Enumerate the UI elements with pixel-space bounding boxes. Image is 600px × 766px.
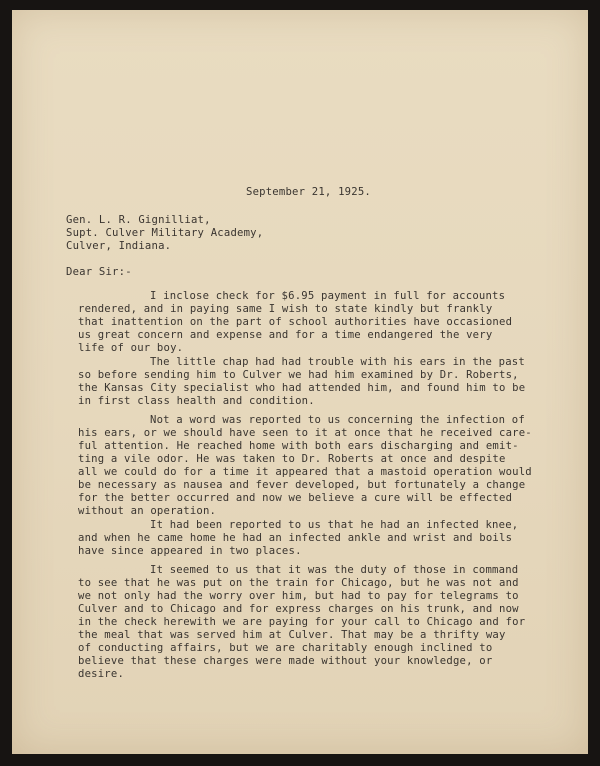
paragraph-line: all we could do for a time it appeared that a mastoid operation would xyxy=(78,466,532,478)
recipient-title: Supt. Culver Military Academy, xyxy=(66,227,264,239)
paragraph-line: ful attention. He reached home with both ears discharging and emit- xyxy=(78,440,519,452)
paragraph-line: we not only had the worry over him, but had to pay for telegrams to xyxy=(78,590,519,602)
paragraph-line: of conducting affairs, but we are charitably enough inclined to xyxy=(78,642,493,654)
paragraph-line: to see that he was put on the train for Chicago, but he was not and xyxy=(78,577,519,589)
recipient-name: Gen. L. R. Gignilliat, xyxy=(66,214,211,226)
recipient-location: Culver, Indiana. xyxy=(66,240,172,252)
paragraph-line: ting a vile odor. He was taken to Dr. Roberts at once and despite xyxy=(78,453,506,465)
paragraph-line: us great concern and expense and for a time endangered the very xyxy=(78,329,493,341)
paragraph-line: his ears, or we should have seen to it at once that he received care- xyxy=(78,427,532,439)
paragraph-line: rendered, and in paying same I wish to state kindly but frankly xyxy=(78,303,493,315)
paragraph-line: I inclose check for $6.95 payment in full for accounts xyxy=(150,290,506,302)
salutation: Dear Sir:- xyxy=(66,266,132,278)
paragraph-line: The little chap had had trouble with his ears in the past xyxy=(150,356,525,368)
paragraph-line: in the check herewith we are paying for your call to Chicago and for xyxy=(78,616,526,628)
paragraph-line: in first class health and condition. xyxy=(78,395,315,407)
paragraph-line: It seemed to us that it was the duty of those in command xyxy=(150,564,519,576)
paragraph-line: without an operation. xyxy=(78,505,217,517)
paragraph-line: that inattention on the part of school authorities have occasioned xyxy=(78,316,513,328)
paragraph-line: life of our boy. xyxy=(78,342,184,354)
paragraph-line: believe that these charges were made without your knowledge, or xyxy=(78,655,493,667)
paragraph-line: Culver and to Chicago and for express charges on his trunk, and now xyxy=(78,603,519,615)
letter-body xyxy=(12,10,532,680)
paragraph-line: and when he came home he had an infected ankle and wrist and boils xyxy=(78,532,513,544)
paragraph-line: have since appeared in two places. xyxy=(78,545,302,557)
paragraph-line: It had been reported to us that he had an infected knee, xyxy=(150,519,519,531)
paragraph-line: desire. xyxy=(78,668,125,680)
letter-page xyxy=(12,10,588,754)
paragraph-line: the Kansas City specialist who had attended him, and found him to be xyxy=(78,382,526,394)
paragraph-line: the meal that was served him at Culver. That may be a thrifty way xyxy=(78,629,506,641)
paragraph-line: for the better occurred and now we believe a cure will be effected xyxy=(78,492,513,504)
paragraph-line: so before sending him to Culver we had him examined by Dr. Roberts, xyxy=(78,369,519,381)
paragraph-line: Not a word was reported to us concerning the infection of xyxy=(150,414,525,426)
paragraph-line: be necessary as nausea and fever developed, but fortunately a change xyxy=(78,479,526,491)
letter-date: September 21, 1925. xyxy=(246,186,371,198)
